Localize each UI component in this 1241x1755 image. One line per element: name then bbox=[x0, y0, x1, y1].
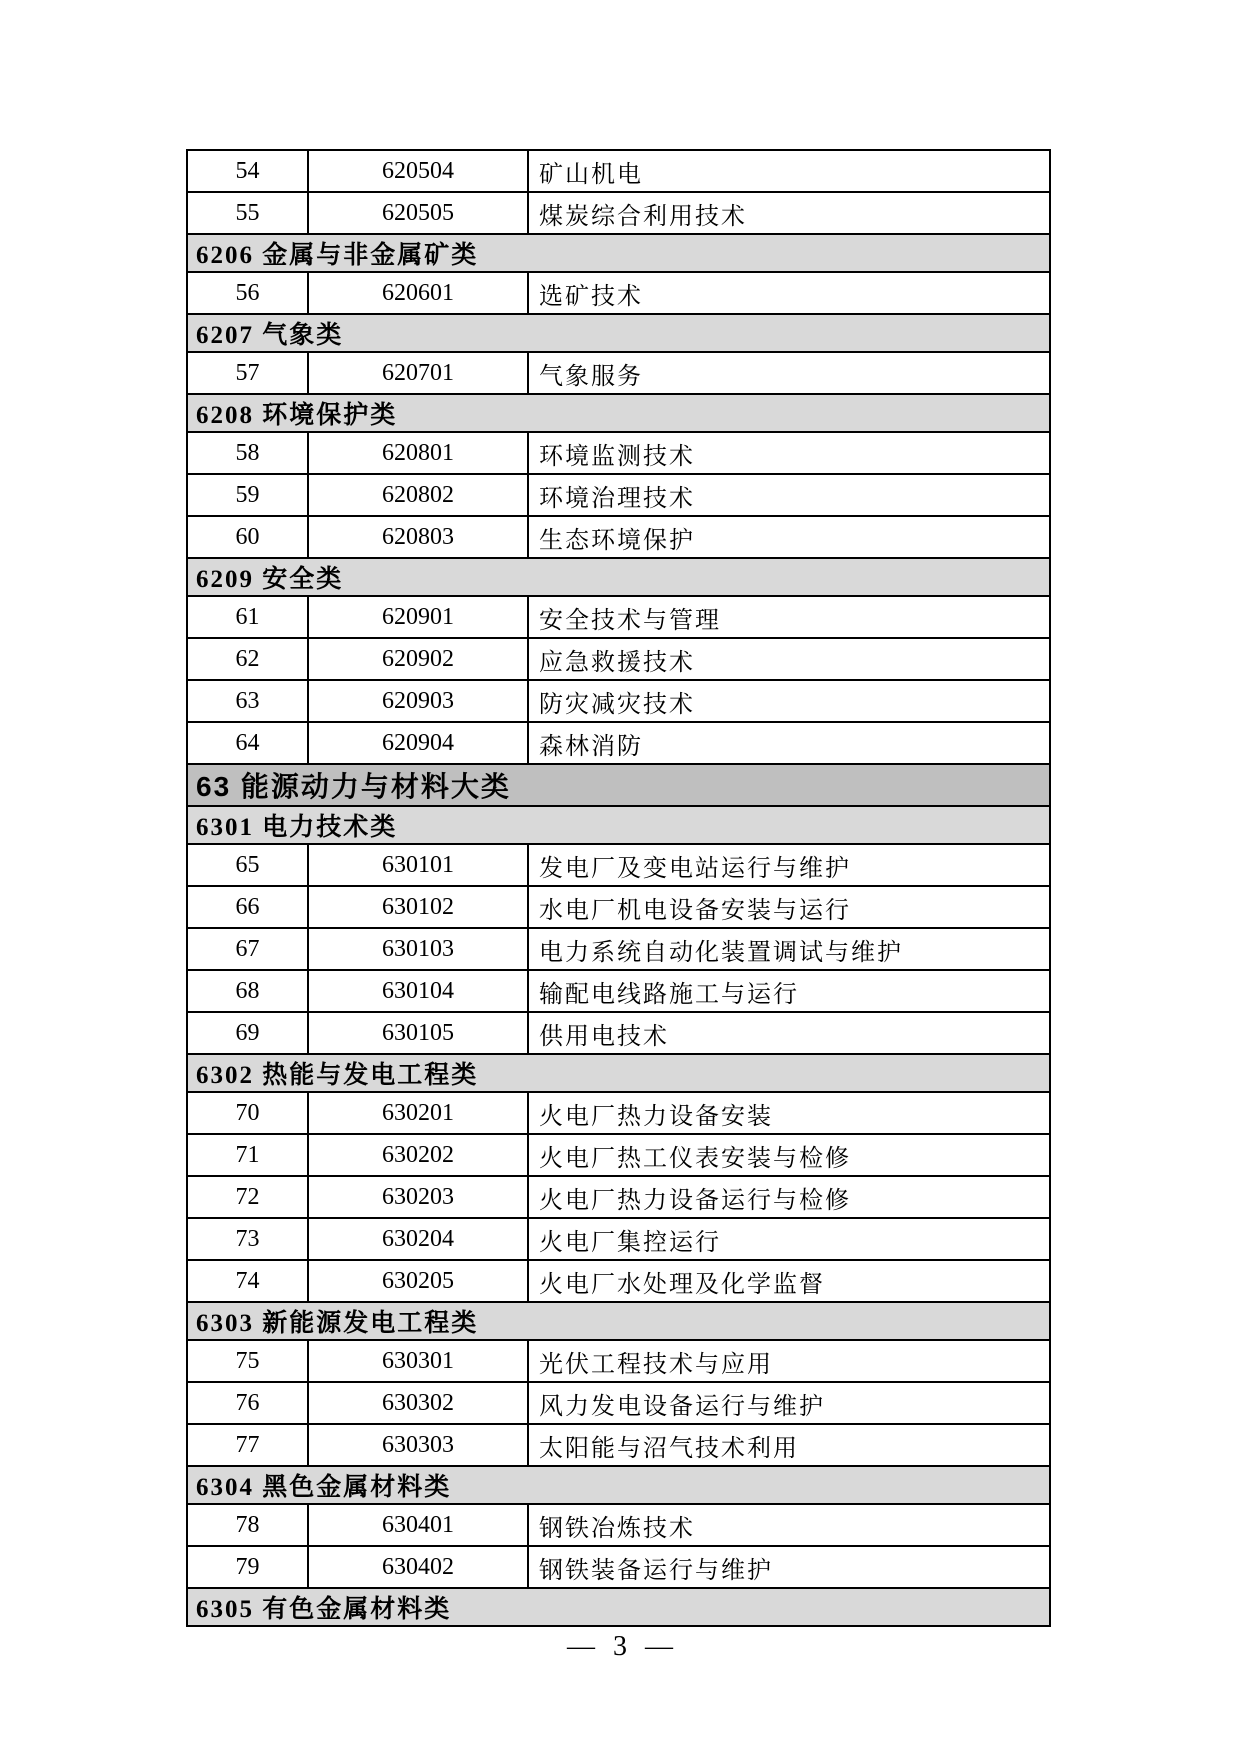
serial-number-cell: 55 bbox=[187, 192, 308, 234]
major-code-cell: 630401 bbox=[308, 1504, 528, 1546]
serial-number-cell: 66 bbox=[187, 886, 308, 928]
major-code-cell: 620505 bbox=[308, 192, 528, 234]
major-name-cell: 选矿技术 bbox=[528, 272, 1050, 314]
section-label-cell: 6208 环境保护类 bbox=[187, 394, 1050, 432]
category-header-row bbox=[187, 806, 1050, 844]
major-name-cell: 电力系统自动化装置调试与维护 bbox=[528, 928, 1050, 970]
serial-number-cell: 64 bbox=[187, 722, 308, 764]
table-row bbox=[187, 1092, 1050, 1134]
table-row bbox=[187, 516, 1050, 558]
table-body bbox=[187, 150, 1050, 1626]
major-code-cell: 630301 bbox=[308, 1340, 528, 1382]
serial-number-cell: 61 bbox=[187, 596, 308, 638]
major-code-cell: 620701 bbox=[308, 352, 528, 394]
serial-number-cell: 67 bbox=[187, 928, 308, 970]
major-code-cell: 620504 bbox=[308, 150, 528, 192]
table-row bbox=[187, 596, 1050, 638]
category-header-row bbox=[187, 1302, 1050, 1340]
section-label-cell: 6302 热能与发电工程类 bbox=[187, 1054, 1050, 1092]
major-name-cell: 钢铁冶炼技术 bbox=[528, 1504, 1050, 1546]
serial-number-cell: 65 bbox=[187, 844, 308, 886]
major-name-cell: 生态环境保护 bbox=[528, 516, 1050, 558]
serial-number-cell: 63 bbox=[187, 680, 308, 722]
table-row bbox=[187, 352, 1050, 394]
category-header-row bbox=[187, 234, 1050, 272]
major-name-cell: 太阳能与沼气技术利用 bbox=[528, 1424, 1050, 1466]
major-name-cell: 光伏工程技术与应用 bbox=[528, 1340, 1050, 1382]
major-code-cell: 630402 bbox=[308, 1546, 528, 1588]
major-name-cell: 煤炭综合利用技术 bbox=[528, 192, 1050, 234]
major-code-cell: 630102 bbox=[308, 886, 528, 928]
serial-number-cell: 70 bbox=[187, 1092, 308, 1134]
major-name-cell: 水电厂机电设备安装与运行 bbox=[528, 886, 1050, 928]
table-row bbox=[187, 1340, 1050, 1382]
major-code-cell: 630205 bbox=[308, 1260, 528, 1302]
category-header-row bbox=[187, 314, 1050, 352]
serial-number-cell: 62 bbox=[187, 638, 308, 680]
major-code-cell: 630303 bbox=[308, 1424, 528, 1466]
table-row bbox=[187, 432, 1050, 474]
major-code-cell: 620903 bbox=[308, 680, 528, 722]
serial-number-cell: 59 bbox=[187, 474, 308, 516]
section-label-cell: 6304 黑色金属材料类 bbox=[187, 1466, 1050, 1504]
serial-number-cell: 76 bbox=[187, 1382, 308, 1424]
major-name-cell: 火电厂热力设备安装 bbox=[528, 1092, 1050, 1134]
major-name-cell: 火电厂热工仪表安装与检修 bbox=[528, 1134, 1050, 1176]
serial-number-cell: 57 bbox=[187, 352, 308, 394]
major-name-cell: 输配电线路施工与运行 bbox=[528, 970, 1050, 1012]
major-name-cell: 矿山机电 bbox=[528, 150, 1050, 192]
major-name-cell: 供用电技术 bbox=[528, 1012, 1050, 1054]
table-row bbox=[187, 1382, 1050, 1424]
major-code-cell: 630203 bbox=[308, 1176, 528, 1218]
table-row bbox=[187, 192, 1050, 234]
major-code-cell: 630105 bbox=[308, 1012, 528, 1054]
section-label-cell: 6207 气象类 bbox=[187, 314, 1050, 352]
serial-number-cell: 72 bbox=[187, 1176, 308, 1218]
major-code-cell: 620601 bbox=[308, 272, 528, 314]
major-name-cell: 应急救援技术 bbox=[528, 638, 1050, 680]
major-code-cell: 620901 bbox=[308, 596, 528, 638]
major-code-cell: 630103 bbox=[308, 928, 528, 970]
major-name-cell: 气象服务 bbox=[528, 352, 1050, 394]
major-section-header-row bbox=[187, 764, 1050, 806]
major-name-cell: 森林消防 bbox=[528, 722, 1050, 764]
major-code-cell: 630202 bbox=[308, 1134, 528, 1176]
table-row bbox=[187, 272, 1050, 314]
table-row bbox=[187, 844, 1050, 886]
serial-number-cell: 73 bbox=[187, 1218, 308, 1260]
major-name-cell: 风力发电设备运行与维护 bbox=[528, 1382, 1050, 1424]
serial-number-cell: 79 bbox=[187, 1546, 308, 1588]
serial-number-cell: 69 bbox=[187, 1012, 308, 1054]
section-label-cell: 63 能源动力与材料大类 bbox=[187, 764, 1050, 806]
major-code-cell: 620802 bbox=[308, 474, 528, 516]
table-row bbox=[187, 150, 1050, 192]
table-row bbox=[187, 1424, 1050, 1466]
major-code-cell: 630201 bbox=[308, 1092, 528, 1134]
major-name-cell: 火电厂集控运行 bbox=[528, 1218, 1050, 1260]
section-label-cell: 6209 安全类 bbox=[187, 558, 1050, 596]
major-code-cell: 620803 bbox=[308, 516, 528, 558]
category-header-row bbox=[187, 558, 1050, 596]
major-name-cell: 环境治理技术 bbox=[528, 474, 1050, 516]
category-header-row bbox=[187, 1588, 1050, 1626]
major-name-cell: 钢铁装备运行与维护 bbox=[528, 1546, 1050, 1588]
table-row bbox=[187, 680, 1050, 722]
table-row bbox=[187, 1218, 1050, 1260]
serial-number-cell: 74 bbox=[187, 1260, 308, 1302]
section-label-cell: 6206 金属与非金属矿类 bbox=[187, 234, 1050, 272]
serial-number-cell: 77 bbox=[187, 1424, 308, 1466]
major-code-cell: 630204 bbox=[308, 1218, 528, 1260]
major-code-cell: 630104 bbox=[308, 970, 528, 1012]
table-row bbox=[187, 928, 1050, 970]
serial-number-cell: 58 bbox=[187, 432, 308, 474]
major-name-cell: 发电厂及变电站运行与维护 bbox=[528, 844, 1050, 886]
table-row bbox=[187, 886, 1050, 928]
serial-number-cell: 78 bbox=[187, 1504, 308, 1546]
category-header-row bbox=[187, 1466, 1050, 1504]
major-code-table bbox=[186, 149, 1051, 1627]
table-row bbox=[187, 722, 1050, 764]
section-label-cell: 6305 有色金属材料类 bbox=[187, 1588, 1050, 1626]
table-row bbox=[187, 970, 1050, 1012]
serial-number-cell: 71 bbox=[187, 1134, 308, 1176]
serial-number-cell: 75 bbox=[187, 1340, 308, 1382]
major-code-cell: 630302 bbox=[308, 1382, 528, 1424]
major-code-cell: 620801 bbox=[308, 432, 528, 474]
section-label-cell: 6301 电力技术类 bbox=[187, 806, 1050, 844]
section-label-cell: 6303 新能源发电工程类 bbox=[187, 1302, 1050, 1340]
serial-number-cell: 56 bbox=[187, 272, 308, 314]
table-row bbox=[187, 474, 1050, 516]
table-row bbox=[187, 1176, 1050, 1218]
major-code-cell: 620904 bbox=[308, 722, 528, 764]
major-code-cell: 630101 bbox=[308, 844, 528, 886]
major-code-cell: 620902 bbox=[308, 638, 528, 680]
table-row bbox=[187, 1546, 1050, 1588]
table-row bbox=[187, 1012, 1050, 1054]
category-header-row bbox=[187, 394, 1050, 432]
major-name-cell: 环境监测技术 bbox=[528, 432, 1050, 474]
major-name-cell: 火电厂热力设备运行与检修 bbox=[528, 1176, 1050, 1218]
table-row bbox=[187, 1134, 1050, 1176]
serial-number-cell: 60 bbox=[187, 516, 308, 558]
major-name-cell: 安全技术与管理 bbox=[528, 596, 1050, 638]
serial-number-cell: 68 bbox=[187, 970, 308, 1012]
category-header-row bbox=[187, 1054, 1050, 1092]
page-number: — 3 — bbox=[567, 1631, 674, 1662]
major-name-cell: 防灾减灾技术 bbox=[528, 680, 1050, 722]
major-name-cell: 火电厂水处理及化学监督 bbox=[528, 1260, 1050, 1302]
table-row bbox=[187, 1504, 1050, 1546]
serial-number-cell: 54 bbox=[187, 150, 308, 192]
table-row bbox=[187, 638, 1050, 680]
table-row bbox=[187, 1260, 1050, 1302]
